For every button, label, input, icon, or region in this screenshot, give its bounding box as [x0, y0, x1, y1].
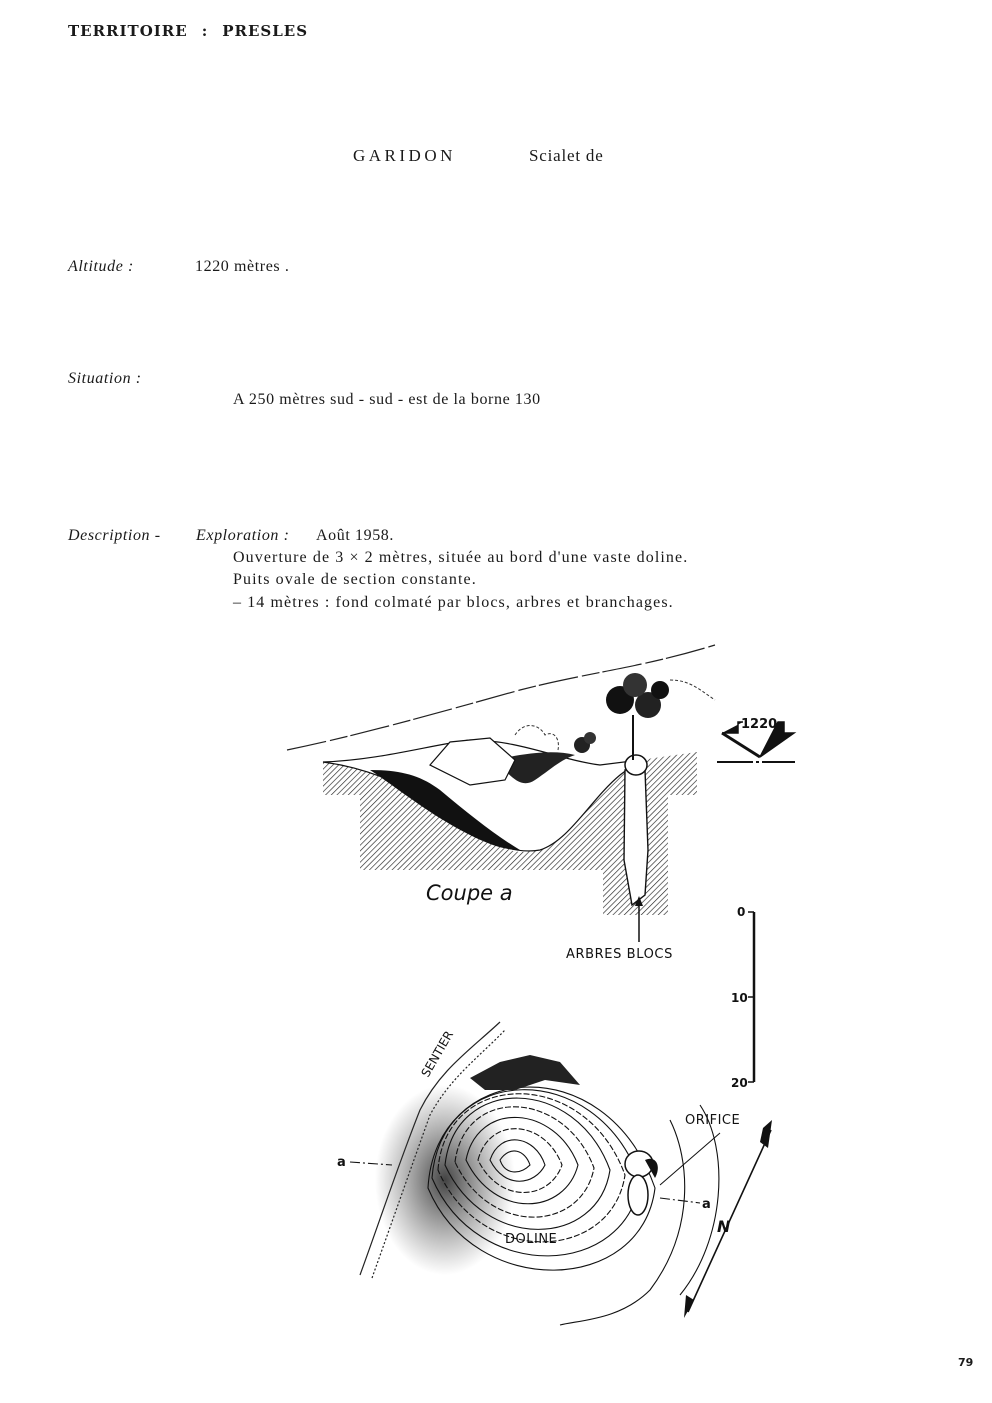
section-caption: Coupe a: [426, 881, 513, 905]
section-mark-right: a: [702, 1197, 711, 1212]
exploration-label: Exploration :: [196, 527, 290, 544]
description-line: Ouverture de 3 × 2 mètres, située au bord d'une vaste doline.: [233, 549, 689, 566]
header-separator: :: [201, 22, 209, 40]
scale-tick-label: 0: [737, 905, 746, 919]
altitude-marker: [717, 717, 795, 762]
altitude-marker-label: 1220: [741, 717, 778, 732]
bottom-label: ARBRES BLOCS: [566, 947, 673, 962]
altitude-label: Altitude :: [68, 258, 134, 275]
orifice-boulder: [625, 755, 647, 775]
north-label: N: [717, 1217, 731, 1236]
orifice-leader: [660, 1133, 720, 1185]
stippled-slope: [375, 1085, 515, 1275]
plan-view: [337, 1022, 772, 1325]
situation-value: A 250 mètres sud - sud - est de la borne 130: [233, 391, 541, 408]
scale-bar: [731, 905, 754, 1090]
exploration-date: Août 1958.: [316, 527, 394, 544]
rock-outcrop: [470, 1055, 580, 1090]
cave-type: Scialet de: [529, 146, 604, 165]
tree-icon: [606, 673, 715, 760]
north-arrow-icon: [684, 1120, 772, 1318]
section-line-right: [660, 1198, 700, 1203]
cave-name: GARIDON: [353, 146, 456, 165]
scale-tick-label: 20: [731, 1076, 748, 1090]
orifice-shape: [628, 1175, 648, 1215]
section-view: [287, 645, 795, 962]
description-line: Puits ovale de section constante.: [233, 571, 477, 588]
description-line: – 14 mètres : fond colmaté par blocs, arbres et branchages.: [233, 594, 674, 611]
description-label: Description -: [68, 527, 161, 544]
path-label: SENTIER: [418, 1028, 457, 1080]
orifice-label: ORIFICE: [685, 1113, 741, 1128]
territory-name: PRESLES: [222, 22, 309, 40]
page-number: 79: [958, 1356, 974, 1369]
situation-label: Situation :: [68, 370, 142, 387]
section-mark-left: a: [337, 1155, 346, 1170]
altitude-value: 1220 mètres .: [195, 258, 290, 275]
doline-label: DOLINE: [505, 1232, 558, 1247]
territory-label: TERRITOIRE: [68, 22, 188, 40]
scale-tick-label: 10: [731, 991, 748, 1005]
